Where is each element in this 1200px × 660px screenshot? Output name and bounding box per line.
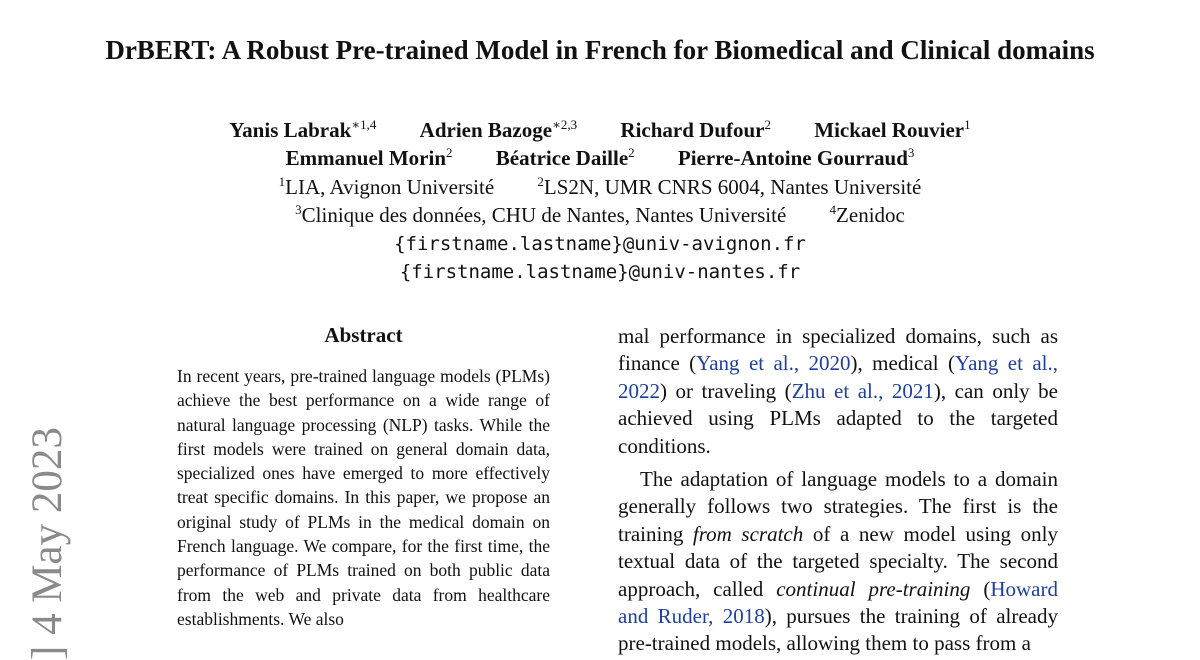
author-list-row-2 xyxy=(100,145,1100,171)
affiliation-row-1 xyxy=(100,174,1100,200)
email-address: {firstname.lastname}@univ-avignon.fr xyxy=(394,233,806,255)
text-run: ), can only be achieved using PLMs adapted to the targeted conditions. xyxy=(618,378,1058,458)
text-run: ( xyxy=(970,576,991,601)
emphasis-text: continual pre-training xyxy=(776,576,971,601)
author: Emmanuel Morin$^2$ xyxy=(285,145,453,170)
abstract-heading: Abstract xyxy=(324,323,403,347)
text-run: of a new model using only textual data of the targeted specialty. The second approach, called xyxy=(618,521,1058,601)
email-address: {firstname.lastname}@univ-nantes.fr xyxy=(399,261,801,283)
author: Yanis Labrak$^{∗1,4}$ xyxy=(229,117,377,142)
citation-link[interactable]: Yang et al., 2022 xyxy=(618,351,1058,403)
citation-link[interactable]: Howard and Ruder, 2018 xyxy=(618,576,1058,629)
text-run: ), medical ( xyxy=(850,351,956,376)
text-run: The adaptation of language models to a domain generally follows two strategies. The first is the training xyxy=(618,467,1058,546)
affiliation: $^4$Zenidoc xyxy=(829,202,905,227)
text-run: ) or traveling ( xyxy=(660,378,792,403)
author: Adrien Bazoge$^{∗2,3}$ xyxy=(419,117,578,142)
author-list-row-1 xyxy=(100,117,1100,143)
author: Pierre-Antoine Gourraud$^3$ xyxy=(677,145,915,170)
arxiv-watermark: ] 4 May 2023 xyxy=(24,427,71,660)
citation-link[interactable]: Yang et al., 2020 xyxy=(696,351,851,376)
intro-paragraph-2 xyxy=(618,466,1058,658)
text-run: mal performance in specialized domains, such as finance ( xyxy=(618,324,1058,376)
author: Richard Dufour$^2$ xyxy=(620,117,771,142)
emphasis-text: from scratch xyxy=(692,521,804,546)
text-run: ), pursues the training of already pre-trained models, allowing them to pass from a xyxy=(618,604,1058,656)
affiliation: $^3$Clinique des données, CHU de Nantes, Nantes Université xyxy=(295,202,787,227)
author: Mickael Rouvier$^1$ xyxy=(814,117,971,142)
intro-column xyxy=(618,323,1058,658)
affiliation: $^2$LS2N, UMR CNRS 6004, Nantes Université xyxy=(537,174,922,199)
intro-paragraph-1 xyxy=(618,323,1058,460)
affiliation-row-2 xyxy=(100,202,1100,228)
abstract-body: In recent years, pre-trained language models (PLMs) achieve the best performance on a wide range of natural language processing (NLP) tasks. While the first models were trained on general domain data, specialized ones have emerged to more effectively treat specific domains. In this paper, we propose an original study of PLMs in the medical domain on French language. We compare, for the first time, the performance of PLMs trained on both public data from the web and private data from healthcare establishments. We also xyxy=(177,366,550,629)
citation-link[interactable]: Zhu et al., 2021 xyxy=(791,378,934,403)
affiliation: $^1$LIA, Avignon Université xyxy=(278,174,495,199)
author: Béatrice Daille$^2$ xyxy=(495,145,635,170)
paper-title: DrBERT: A Robust Pre-trained Model in French for Biomedical and Clinical domains xyxy=(105,35,1095,65)
